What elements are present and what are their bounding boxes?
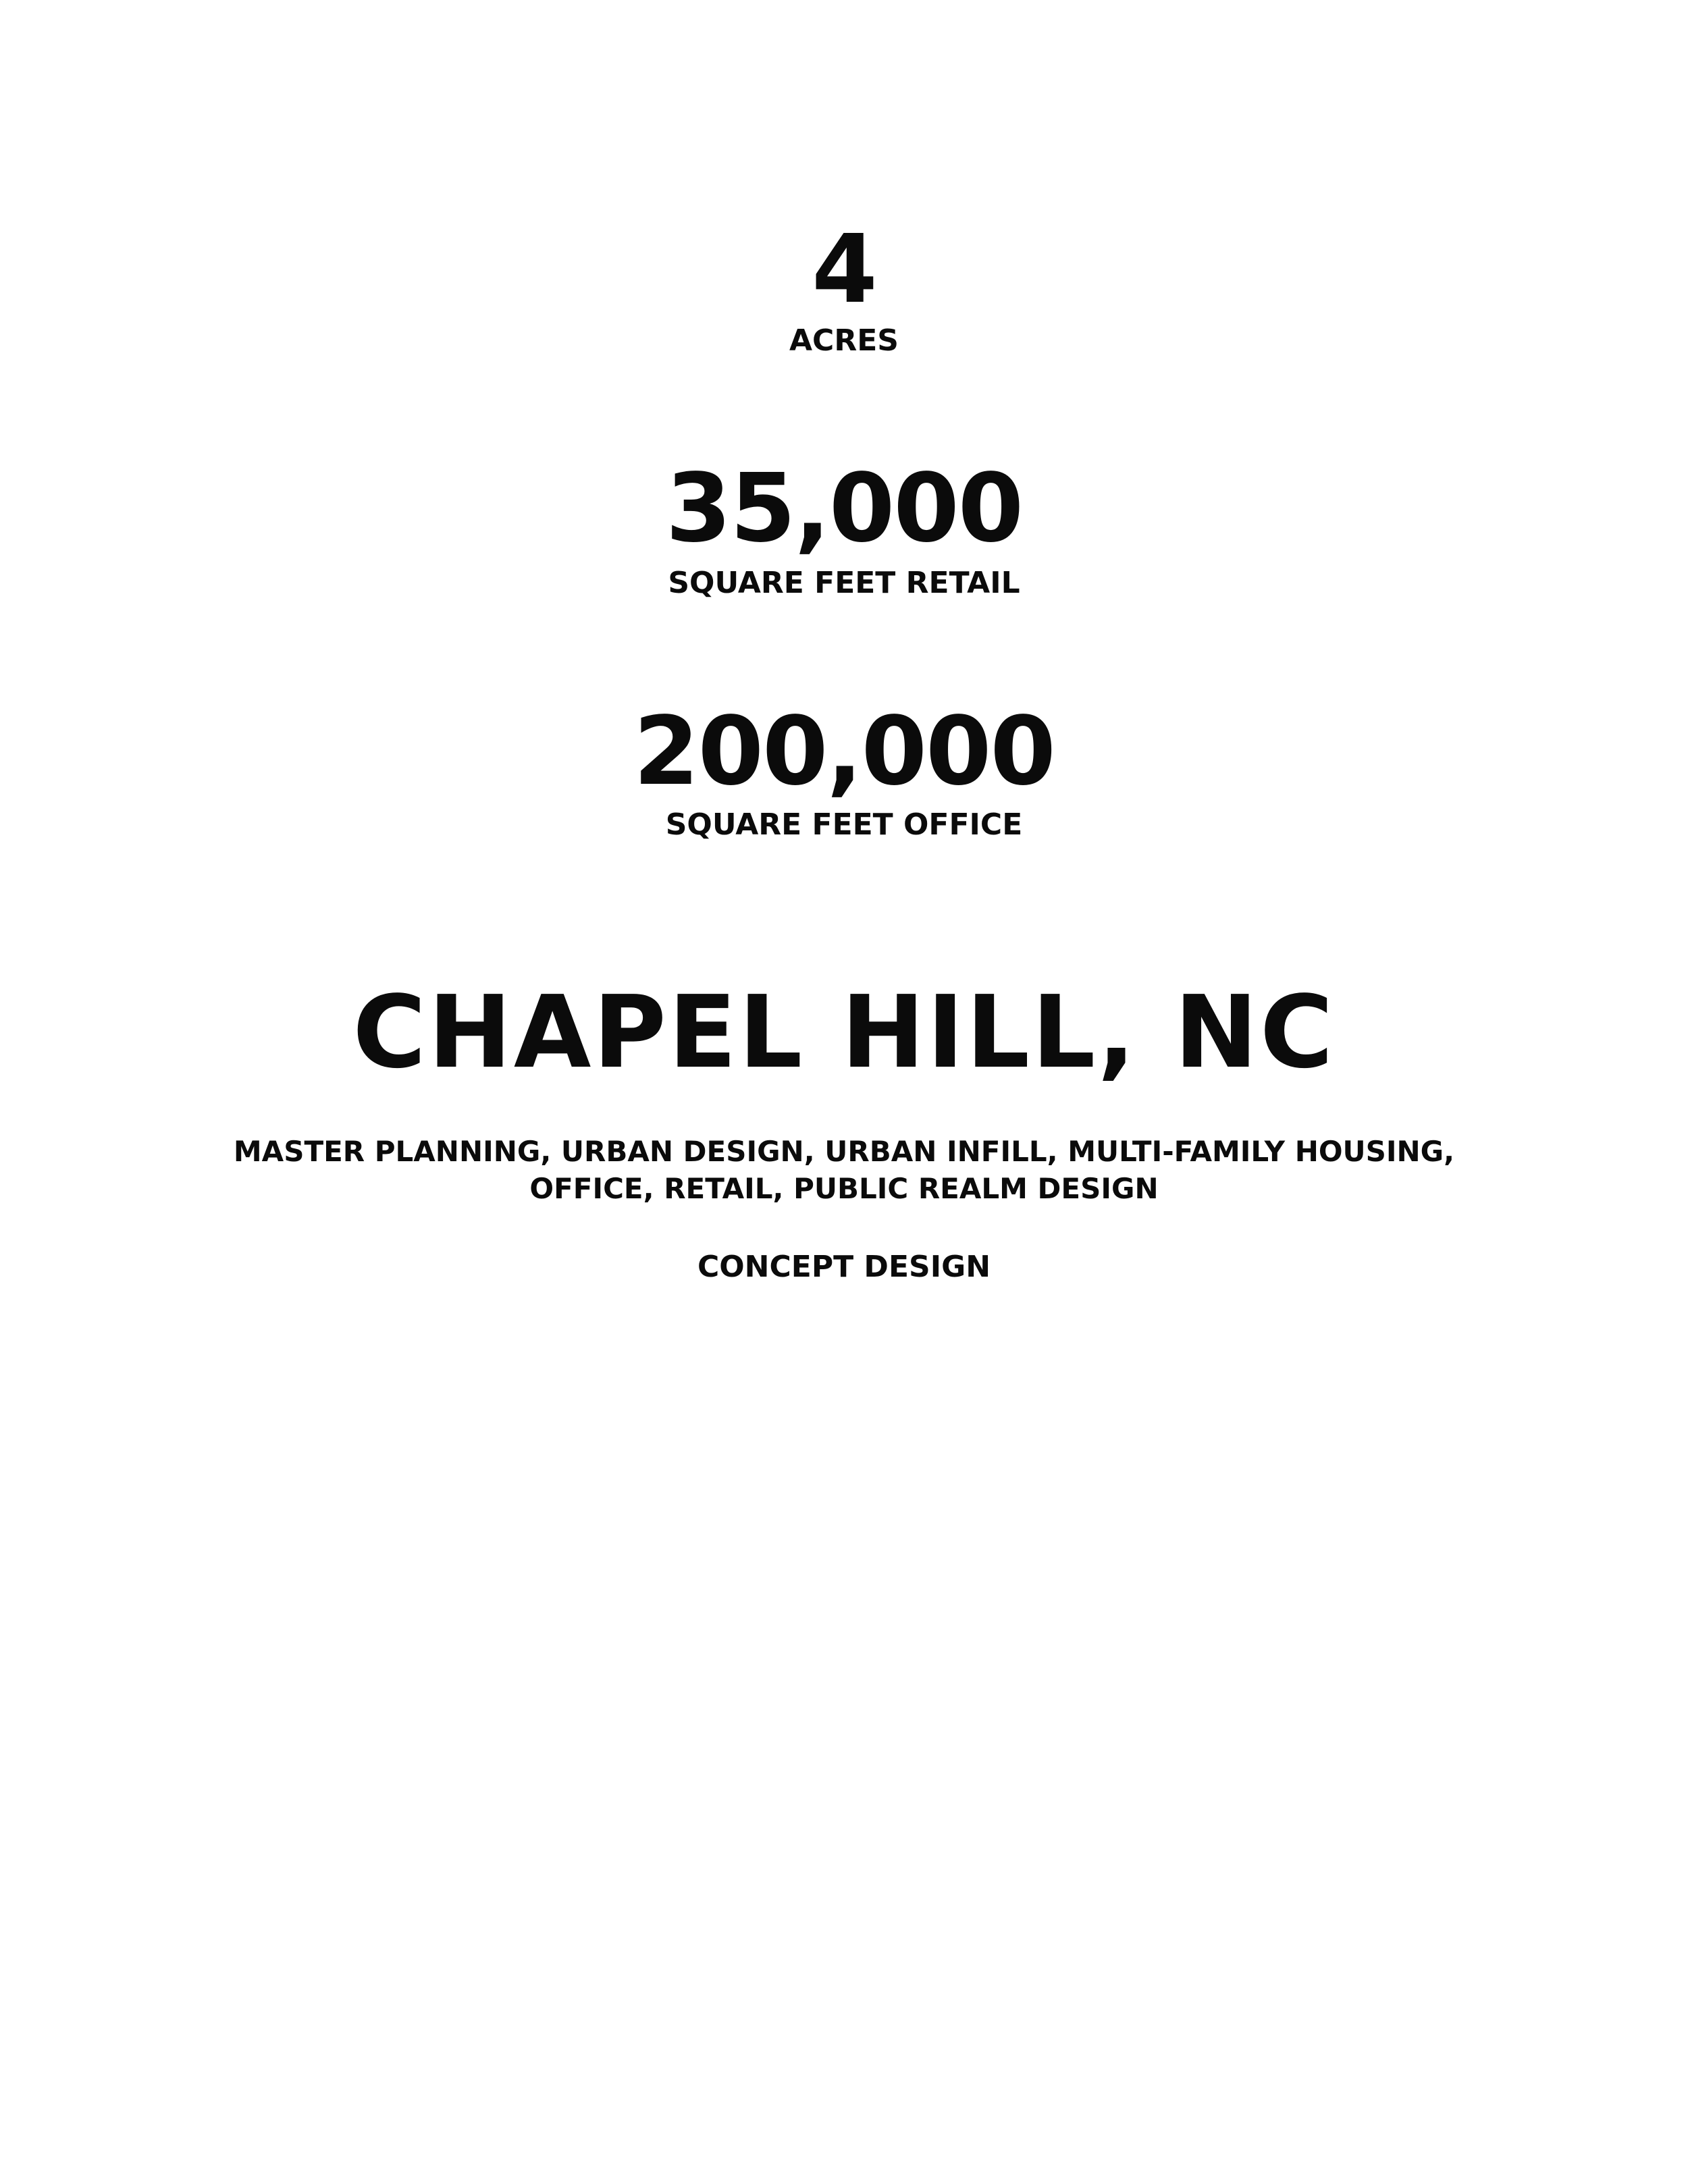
stat-value: 200,000 [633,697,1055,807]
project-phase: CONCEPT DESIGN [697,1250,991,1284]
stat-value: 4 [812,215,876,325]
services-line: OFFICE, RETAIL, PUBLIC REALM DESIGN [529,1172,1159,1205]
services-line: MASTER PLANNING, URBAN DESIGN, URBAN INFILL, MULTI-FAMILY HOUSING, [233,1135,1455,1168]
location-title: CHAPEL HILL, NC [352,974,1336,1090]
stat-label: ACRES [789,323,899,358]
stat-value: 35,000 [665,454,1023,564]
stat-label: SQUARE FEET RETAIL [668,566,1020,600]
stat-label: SQUARE FEET OFFICE [665,807,1023,842]
